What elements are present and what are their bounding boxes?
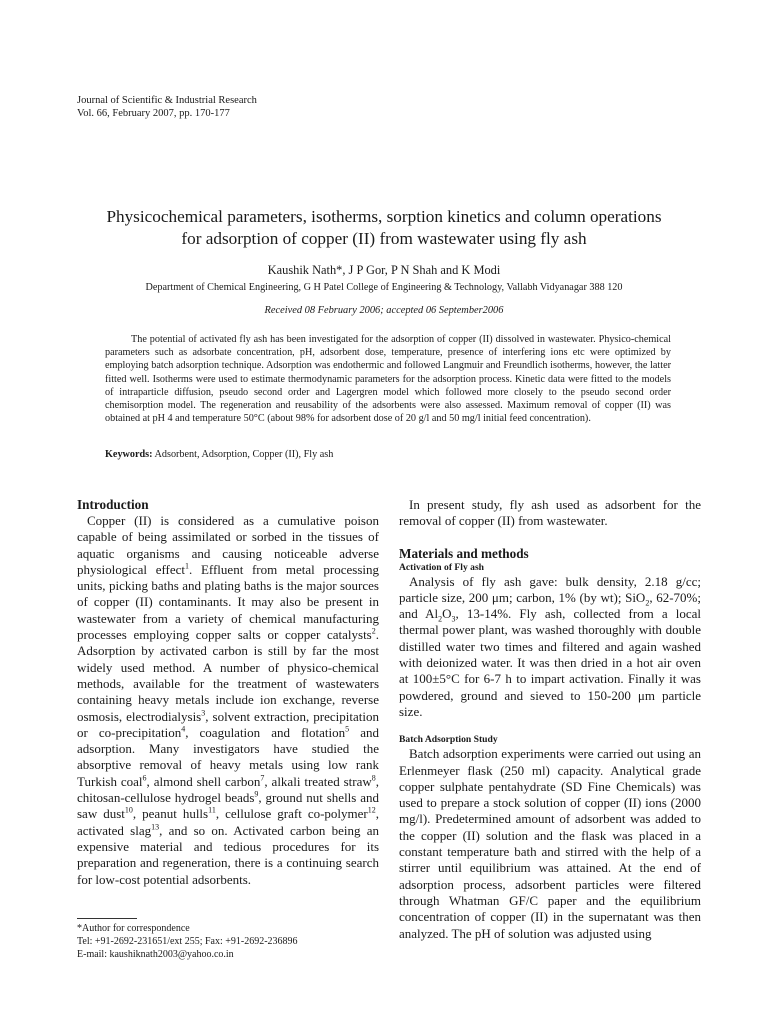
- footnote-correspondence: *Author for correspondence: [77, 923, 190, 934]
- received-dates: Received 08 February 2006; accepted 06 September2006: [264, 305, 504, 316]
- ref-10: 10: [124, 806, 133, 816]
- ref-9: 9: [254, 789, 259, 799]
- ref-3: 3: [201, 708, 206, 718]
- footnote-phone: Tel: +91-2692-231651/ext 255; Fax: +91-2692-236896: [77, 936, 298, 947]
- journal-name: Journal of Scientific & Industrial Research: [77, 95, 257, 106]
- affiliation: Department of Chemical Engineering, G H Patel College of Engineering & Technology, Vallabh Vidyanagar 388 120: [145, 282, 623, 293]
- journal-volume: Vol. 66, February 2007, pp. 170-177: [77, 108, 230, 119]
- introduction-heading: Introduction: [77, 497, 149, 512]
- title-line-2: for adsorption of copper (II) from wastewater using fly ash: [181, 229, 587, 248]
- activation-subheading: Activation of Fly ash: [399, 561, 485, 573]
- footnote-email: E-mail: kaushiknath2003@yahoo.co.in: [77, 949, 234, 960]
- abstract: The potential of activated fly ash has been investigated for the adsorption of copper (II) dissolved in wastewater. Physico-chemical parameters such as adsorbate concentration, pH, adsorbent dose, temperature, presence of interfering ions etc were optimized by employing batch adsorption technique. Adsorption was endothermic and followed Langmuir and Freundlich isotherms, however, the latter fitted well. Isotherms were used to estimate thermodynamic parameters for the adsorption process. Kinetic data were fitted to the models of intraparticle diffusion, pseudo second order and Lagergren model which followed more closely to the pseudo second order chemisorption model. The regeneration and reusability of the adsorbents were also assessed. Maximum removal of copper (II) was obtained at pH 4 and temperature 50°C (about 98% for adsorbent dose of 20 g/l and 50 mg/l initial feed concentration).: [105, 334, 671, 425]
- keywords: [105, 449, 671, 460]
- present-study-paragraph: In present study, fly ash used as adsorbent for the removal of copper (II) from wastewater.: [399, 497, 701, 529]
- introduction-paragraph: Copper (II) is considered as a cumulative poison capable of being assimilated or sorbed in the tissues of aquatic organisms and causing noticeable adverse physiological effect$^1$. Effluent from metal processing units, picking baths and plating baths is the major sources of copper (II) contaminants. It may also be present in wastewater from a variety of chemical manufacturing processes employing copper salts or copper catalysts$^2$. Adsorption by activated carbon is still by far the most widely used method. A number of physico-chemical methods, available for the treatment of wastewaters containing heavy metals include ion exchange, reverse osmosis, electrodialysis$^3$, solvent extraction, precipitation or co-precipitation$^4$, coagulation and flotation$^5$ and adsorption. Many investigators have studied the absorptive removal of heavy metals using low rank Turkish coal$^6$, almond shell carbon$^7$, alkali treated straw$^8$, chitosan-cellulose hydrogel beads$^9$, ground nut shells and saw dust$^{10}$, peanut hulls$^{11}$, cellulose graft co-polymer$^{12}$, activated slag$^{13}$, and so on. Activated carbon being an expensive material and tedious procedures for its preparation and regeneration, there is a continuing search for low-cost potential adsorbents.: [77, 513, 380, 887]
- ref-8: 8: [371, 773, 376, 783]
- ref-2: 2: [371, 626, 376, 636]
- left-column: [77, 497, 379, 888]
- paper-title: [60, 206, 708, 250]
- title-line-1: Physicochemical parameters, isotherms, sorption kinetics and column operations: [106, 207, 662, 226]
- authors: Kaushik Nath*, J P Gor, P N Shah and K Modi: [267, 263, 501, 277]
- right-column: [399, 497, 701, 942]
- activation-paragraph: Analysis of fly ash gave: bulk density, 2.18 g/cc; particle size, 200 μm; carbon, 1% (by wt); SiO$_2$, 62-70%; and $Al_2O_3$, 13-14%. Fly ash, collected from a local thermal power plant, was washed thoroughly with double distilled water two times and filtered and again washed with deionized water. It was then dried in a hot air oven at 100±5°C for 6-7 h to impart activation. Finally it was powdered, ground and sieved to 150-200 μm particle size.: [399, 573, 702, 719]
- footnote-rule: [77, 918, 137, 919]
- journal-header: [77, 94, 257, 120]
- ref-7: 7: [260, 773, 265, 783]
- keywords-label: Keywords:: [105, 449, 153, 460]
- batch-paragraph: Batch adsorption experiments were carried out using an Erlenmeyer flask (250 ml) capacity. Analytical grade copper sulphate pentahydrate (SD Fine Chemicals) was used to prepare a stock solution of copper (II) ions (2000 mg/l). Predetermined amount of adsorbent was added to the copper (II) solution and the flask was placed in a constant temperature bath and stirred with the help of a stirrer until equilibrium was attained. At the end of adsorption process, adsorbent particles were filtered through Whatman GF/C paper and the equilibrium concentration of copper (II) in the supernatant was then analyzed. The pH of solution was adjusted using: [399, 746, 701, 941]
- batch-subheading: Batch Adsorption Study: [399, 734, 498, 746]
- footnotes: [77, 922, 298, 961]
- ref-12: 12: [367, 806, 376, 816]
- ref-11: 11: [208, 806, 216, 816]
- ref-1: 1: [185, 561, 190, 571]
- keywords-list: Adsorbent, Adsorption, Copper (II), Fly ash: [154, 449, 334, 460]
- ref-6: 6: [142, 773, 147, 783]
- materials-methods-heading: Materials and methods: [399, 545, 529, 561]
- ref-5: 5: [345, 724, 350, 734]
- ref-13: 13: [151, 822, 160, 832]
- ref-4: 4: [181, 724, 186, 734]
